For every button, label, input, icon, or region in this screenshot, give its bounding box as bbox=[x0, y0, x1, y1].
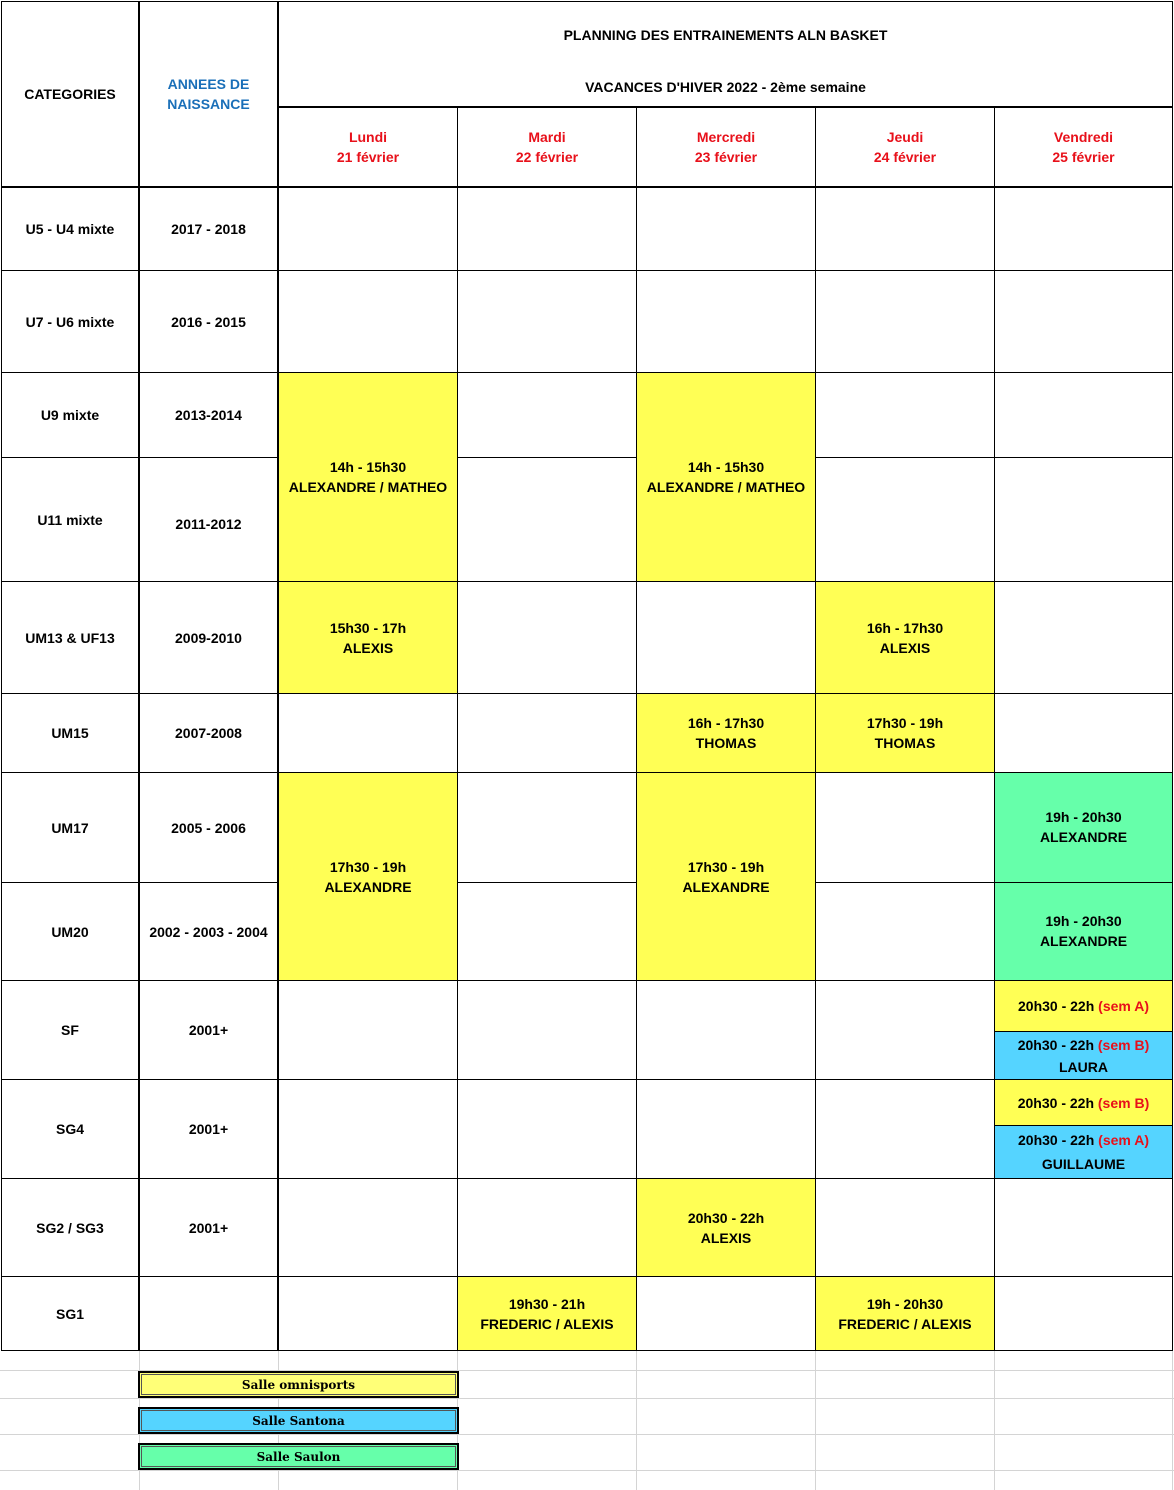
empty-slot bbox=[636, 270, 816, 373]
category-cell bbox=[1, 1178, 139, 1277]
session-line bbox=[1018, 1128, 1149, 1152]
category-label: UM15 bbox=[51, 725, 89, 741]
empty-slot bbox=[815, 980, 995, 1080]
session-coach: ALEXIS bbox=[342, 639, 394, 656]
session-time: 15h30 - 17h bbox=[329, 619, 407, 636]
category-cell bbox=[1, 187, 139, 271]
empty-slot bbox=[994, 187, 1173, 271]
day-header-mardi bbox=[457, 107, 637, 187]
empty-slot bbox=[994, 372, 1173, 458]
session-u20-vendredi bbox=[994, 882, 1173, 981]
years-cell bbox=[139, 980, 278, 1080]
empty-slot bbox=[457, 693, 637, 773]
empty-slot bbox=[636, 581, 816, 694]
session-time: 20h30 - 22h bbox=[1017, 1036, 1094, 1053]
session-coach: THOMAS bbox=[874, 735, 936, 751]
empty-slot bbox=[815, 372, 995, 458]
day-header-mercredi bbox=[636, 107, 816, 187]
session-sf-vendredi-sem-a bbox=[994, 980, 1173, 1032]
session-sg1-mardi bbox=[457, 1276, 637, 1351]
empty-slot bbox=[815, 1079, 995, 1179]
empty-slot bbox=[457, 372, 637, 458]
category-label: UM13 & UF13 bbox=[25, 629, 115, 646]
session-u17-vendredi bbox=[994, 772, 1173, 883]
session-sg23-mercredi bbox=[636, 1178, 816, 1277]
gridline bbox=[0, 1398, 1174, 1399]
empty-slot bbox=[278, 980, 458, 1080]
category-label: U5 - U4 mixte bbox=[25, 221, 115, 237]
empty-slot bbox=[278, 1178, 458, 1277]
session-time: 19h30 - 21h bbox=[508, 1295, 586, 1312]
empty-slot bbox=[457, 187, 637, 271]
session-u9-u11-lundi bbox=[278, 372, 458, 582]
session-line bbox=[1018, 1093, 1150, 1113]
category-cell bbox=[1, 270, 139, 373]
session-u17-u20-mercredi bbox=[636, 772, 816, 981]
gridline bbox=[0, 1434, 1174, 1435]
category-label: SG4 bbox=[55, 1121, 84, 1137]
years-cell bbox=[139, 372, 278, 458]
day-date: 22 février bbox=[515, 149, 579, 165]
category-label: UM20 bbox=[51, 923, 89, 940]
empty-slot bbox=[457, 980, 637, 1080]
category-label: SG1 bbox=[55, 1305, 84, 1322]
page-subtitle-text: VACANCES D'HIVER 2022 - 2ème semaine bbox=[585, 78, 866, 95]
session-time: 19h - 20h30 bbox=[1045, 913, 1122, 929]
session-u13-lundi bbox=[278, 581, 458, 694]
empty-slot bbox=[994, 1178, 1173, 1277]
empty-slot bbox=[815, 772, 995, 883]
page-subtitle bbox=[278, 67, 1173, 107]
session-time: 17h30 - 19h bbox=[329, 858, 407, 875]
session-week: (sem B) bbox=[1097, 1036, 1150, 1053]
session-coach: FREDERIC / ALEXIS bbox=[480, 1315, 614, 1332]
session-time: 14h - 15h30 bbox=[329, 459, 407, 475]
empty-slot bbox=[994, 270, 1173, 373]
empty-slot bbox=[278, 1276, 458, 1351]
header-categories-label: CATEGORIES bbox=[24, 86, 116, 102]
session-coach: THOMAS bbox=[695, 735, 757, 751]
header-years-line1: ANNEES DE bbox=[167, 76, 250, 92]
session-time: 17h30 - 19h bbox=[866, 715, 944, 731]
header-birth-years bbox=[139, 1, 278, 187]
session-coach: GUILLAUME bbox=[1041, 1156, 1126, 1172]
day-header-lundi bbox=[278, 107, 458, 187]
years-cell bbox=[139, 882, 278, 981]
years-label: 2002 - 2003 - 2004 bbox=[149, 923, 268, 940]
legend-salle-omnisports bbox=[138, 1371, 459, 1398]
page-title-text: PLANNING DES ENTRAINEMENTS ALN BASKET bbox=[563, 26, 888, 43]
session-week: (sem B) bbox=[1097, 1094, 1150, 1111]
gridline bbox=[815, 1350, 816, 1490]
session-coach: ALEXANDRE / MATHEO bbox=[646, 479, 806, 495]
session-time: 16h - 17h30 bbox=[866, 619, 944, 636]
years-label: 2009-2010 bbox=[175, 629, 242, 646]
category-label: U9 mixte bbox=[40, 407, 100, 423]
day-name: Jeudi bbox=[886, 129, 924, 145]
header-years-line2: NAISSANCE bbox=[167, 96, 250, 112]
session-time: 20h30 - 22h bbox=[1018, 1132, 1095, 1148]
empty-slot bbox=[994, 693, 1173, 773]
day-date: 25 février bbox=[1052, 149, 1115, 165]
session-time: 19h - 20h30 bbox=[1045, 809, 1122, 825]
legend-salle-santona bbox=[138, 1407, 459, 1434]
gridline bbox=[1172, 1350, 1173, 1490]
years-label: 2001+ bbox=[188, 1121, 229, 1137]
empty-slot bbox=[278, 693, 458, 773]
category-label: SF bbox=[61, 1022, 79, 1038]
years-cell bbox=[139, 581, 278, 694]
years-cell bbox=[139, 772, 278, 883]
session-u15-mercredi bbox=[636, 693, 816, 773]
empty-slot bbox=[457, 882, 637, 981]
session-sg4-vendredi-sem-b bbox=[994, 1079, 1173, 1126]
years-cell bbox=[139, 1276, 278, 1351]
session-time: 20h30 - 22h bbox=[1018, 998, 1095, 1014]
empty-slot bbox=[636, 980, 816, 1080]
empty-slot bbox=[457, 1079, 637, 1179]
session-sf-vendredi-sem-b bbox=[994, 1031, 1173, 1080]
years-cell bbox=[139, 270, 278, 373]
day-name: Lundi bbox=[348, 129, 388, 145]
session-time: 20h30 - 22h bbox=[1017, 1094, 1094, 1111]
empty-slot bbox=[457, 581, 637, 694]
years-label: 2001+ bbox=[188, 1219, 229, 1236]
session-coach: ALEXANDRE bbox=[1039, 933, 1128, 949]
session-coach: ALEXANDRE bbox=[1039, 829, 1128, 845]
day-header-jeudi bbox=[815, 107, 995, 187]
session-u13-jeudi bbox=[815, 581, 995, 694]
category-cell bbox=[1, 581, 139, 694]
gridline bbox=[636, 1350, 637, 1490]
category-cell bbox=[1, 1276, 139, 1351]
empty-slot bbox=[457, 270, 637, 373]
session-time: 16h - 17h30 bbox=[687, 715, 765, 731]
session-week: (sem A) bbox=[1098, 998, 1149, 1014]
session-coach: ALEXANDRE / MATHEO bbox=[288, 479, 448, 495]
day-name: Mardi bbox=[528, 129, 566, 145]
session-coach: ALEXANDRE bbox=[324, 878, 412, 895]
empty-slot bbox=[815, 270, 995, 373]
session-coach: LAURA bbox=[1059, 1058, 1108, 1075]
legend-label: Salle Santona bbox=[252, 1413, 345, 1428]
session-sg1-jeudi bbox=[815, 1276, 995, 1351]
empty-slot bbox=[457, 457, 637, 582]
years-cell bbox=[139, 457, 278, 582]
session-time: 14h - 15h30 bbox=[687, 459, 765, 475]
session-u17-u20-lundi bbox=[278, 772, 458, 981]
legend-salle-saulon bbox=[138, 1443, 459, 1470]
category-cell bbox=[1, 980, 139, 1080]
years-cell bbox=[139, 1178, 278, 1277]
category-label: UM17 bbox=[51, 819, 89, 836]
day-date: 21 février bbox=[336, 149, 400, 165]
category-cell bbox=[1, 882, 139, 981]
session-coach: ALEXANDRE bbox=[682, 878, 770, 895]
years-label: 2016 - 2015 bbox=[171, 313, 246, 330]
empty-slot bbox=[278, 187, 458, 271]
years-cell bbox=[139, 187, 278, 271]
legend-label: Salle omnisports bbox=[241, 1377, 356, 1392]
session-coach: FREDERIC / ALEXIS bbox=[838, 1315, 972, 1332]
session-week: (sem A) bbox=[1098, 1132, 1149, 1148]
session-time: 19h - 20h30 bbox=[866, 1295, 944, 1312]
years-label: 2001+ bbox=[188, 1022, 229, 1038]
category-label: U11 mixte bbox=[37, 511, 103, 528]
session-time: 20h30 - 22h bbox=[687, 1209, 765, 1226]
category-cell bbox=[1, 372, 139, 458]
years-cell bbox=[139, 1079, 278, 1179]
category-cell bbox=[1, 693, 139, 773]
years-cell bbox=[139, 693, 278, 773]
empty-slot bbox=[636, 187, 816, 271]
category-label: U7 - U6 mixte bbox=[25, 313, 115, 330]
years-label: 2007-2008 bbox=[175, 725, 242, 741]
years-label: 2005 - 2006 bbox=[171, 819, 246, 836]
day-header-vendredi bbox=[994, 107, 1173, 187]
session-coach: ALEXIS bbox=[879, 639, 931, 656]
page-title bbox=[278, 1, 1173, 68]
session-u15-jeudi bbox=[815, 693, 995, 773]
empty-slot bbox=[815, 1178, 995, 1277]
empty-slot bbox=[278, 1079, 458, 1179]
empty-slot bbox=[815, 882, 995, 981]
session-coach: ALEXIS bbox=[700, 1229, 752, 1246]
day-name: Mercredi bbox=[696, 129, 756, 145]
gridline bbox=[994, 1350, 995, 1490]
empty-slot bbox=[457, 1178, 637, 1277]
empty-slot bbox=[994, 581, 1173, 694]
category-cell bbox=[1, 457, 139, 582]
session-line bbox=[1018, 996, 1149, 1016]
years-label: 2017 - 2018 bbox=[171, 221, 246, 237]
empty-slot bbox=[636, 1276, 816, 1351]
empty-slot bbox=[815, 187, 995, 271]
session-u9-u11-mercredi bbox=[636, 372, 816, 582]
empty-slot bbox=[994, 457, 1173, 582]
session-sg4-vendredi-sem-a bbox=[994, 1125, 1173, 1179]
empty-slot bbox=[815, 457, 995, 582]
day-date: 24 février bbox=[873, 149, 937, 165]
gridline bbox=[0, 1470, 1174, 1471]
session-line bbox=[1018, 1034, 1150, 1056]
empty-slot bbox=[278, 270, 458, 373]
category-cell bbox=[1, 772, 139, 883]
empty-slot bbox=[994, 1276, 1173, 1351]
years-label: 2011-2012 bbox=[175, 515, 242, 532]
day-date: 23 février bbox=[694, 149, 758, 165]
category-cell bbox=[1, 1079, 139, 1179]
empty-slot bbox=[636, 1079, 816, 1179]
empty-slot bbox=[457, 772, 637, 883]
legend-label: Salle Saulon bbox=[256, 1449, 341, 1464]
header-categories bbox=[1, 1, 139, 187]
session-time: 17h30 - 19h bbox=[687, 858, 765, 875]
years-label: 2013-2014 bbox=[175, 407, 242, 423]
day-name: Vendredi bbox=[1053, 129, 1114, 145]
category-label: SG2 / SG3 bbox=[36, 1219, 104, 1236]
